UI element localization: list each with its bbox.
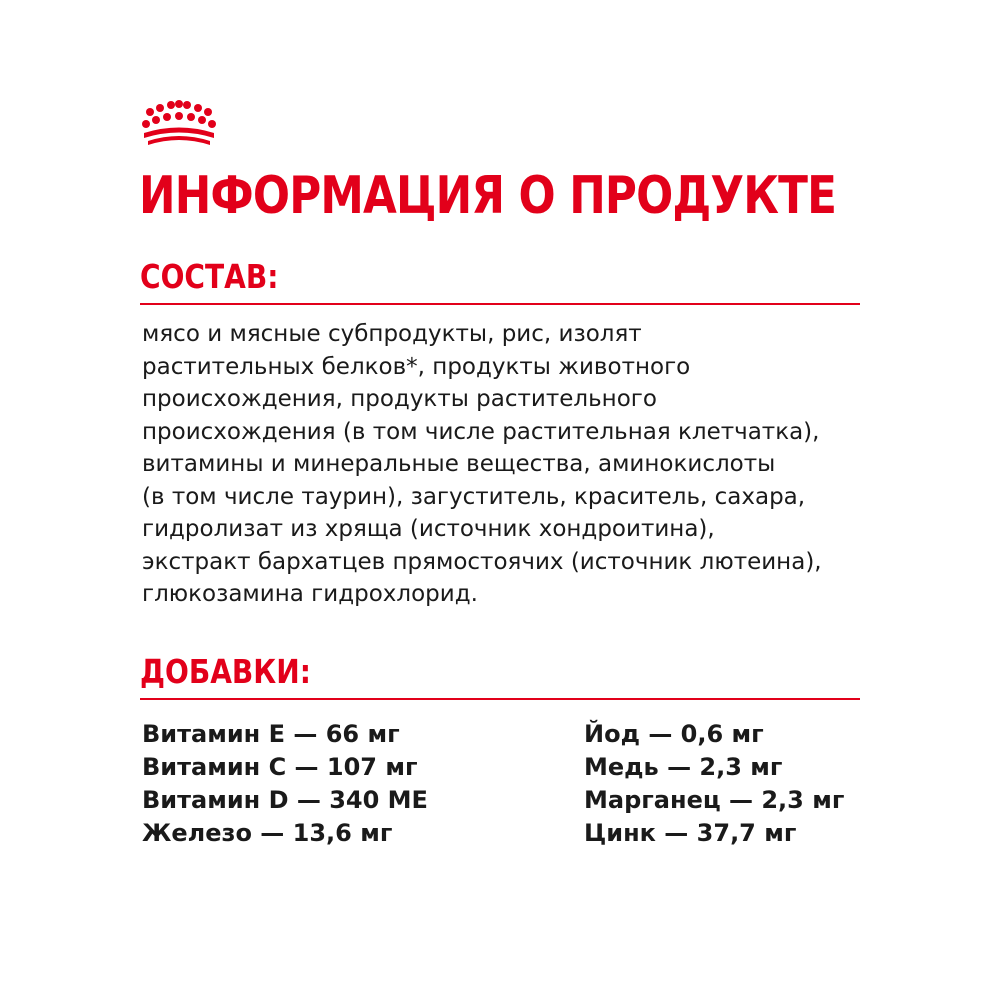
composition-line: происхождения (в том числе растительная клетчатка), (142, 418, 820, 445)
additives-heading: ДОБАВКИ: (140, 652, 311, 691)
additives-divider (140, 698, 860, 700)
composition-heading: СОСТАВ: (140, 257, 279, 296)
page-title: ИНФОРМАЦИЯ О ПРОДУКТЕ (139, 166, 837, 226)
additive-item: Медь — 2,3 мг (584, 753, 783, 781)
composition-line: (в том числе таурин), загуститель, краситель, сахара, (142, 483, 806, 510)
additive-item: Витамин D — 340 МЕ (142, 786, 428, 814)
additive-item: Йод — 0,6 мг (584, 720, 764, 748)
composition-text (142, 318, 902, 611)
composition-line: витамины и минеральные вещества, аминокислоты (142, 451, 776, 477)
composition-line: глюкозамина гидрохлорид. (142, 581, 478, 607)
additive-item: Железо — 13,6 мг (142, 819, 393, 847)
composition-line: растительных белков*, продукты животного (142, 353, 691, 380)
additive-item: Марганец — 2,3 мг (584, 786, 845, 814)
composition-line: экстракт бархатцев прямостоячих (источник лютеина), (142, 548, 822, 575)
composition-divider (140, 303, 860, 305)
crown-icon (140, 100, 218, 150)
composition-line: происхождения, продукты растительного (142, 386, 657, 412)
composition-line: гидролизат из хряща (источник хондроитина), (142, 516, 715, 542)
additive-item: Витамин Е — 66 мг (142, 720, 400, 748)
additive-item: Витамин С — 107 мг (142, 753, 418, 781)
additive-item: Цинк — 37,7 мг (584, 819, 797, 847)
additives-list-right (584, 718, 844, 850)
composition-line: мясо и мясные субпродукты, рис, изолят (142, 321, 642, 347)
additives-list-left (142, 718, 428, 850)
